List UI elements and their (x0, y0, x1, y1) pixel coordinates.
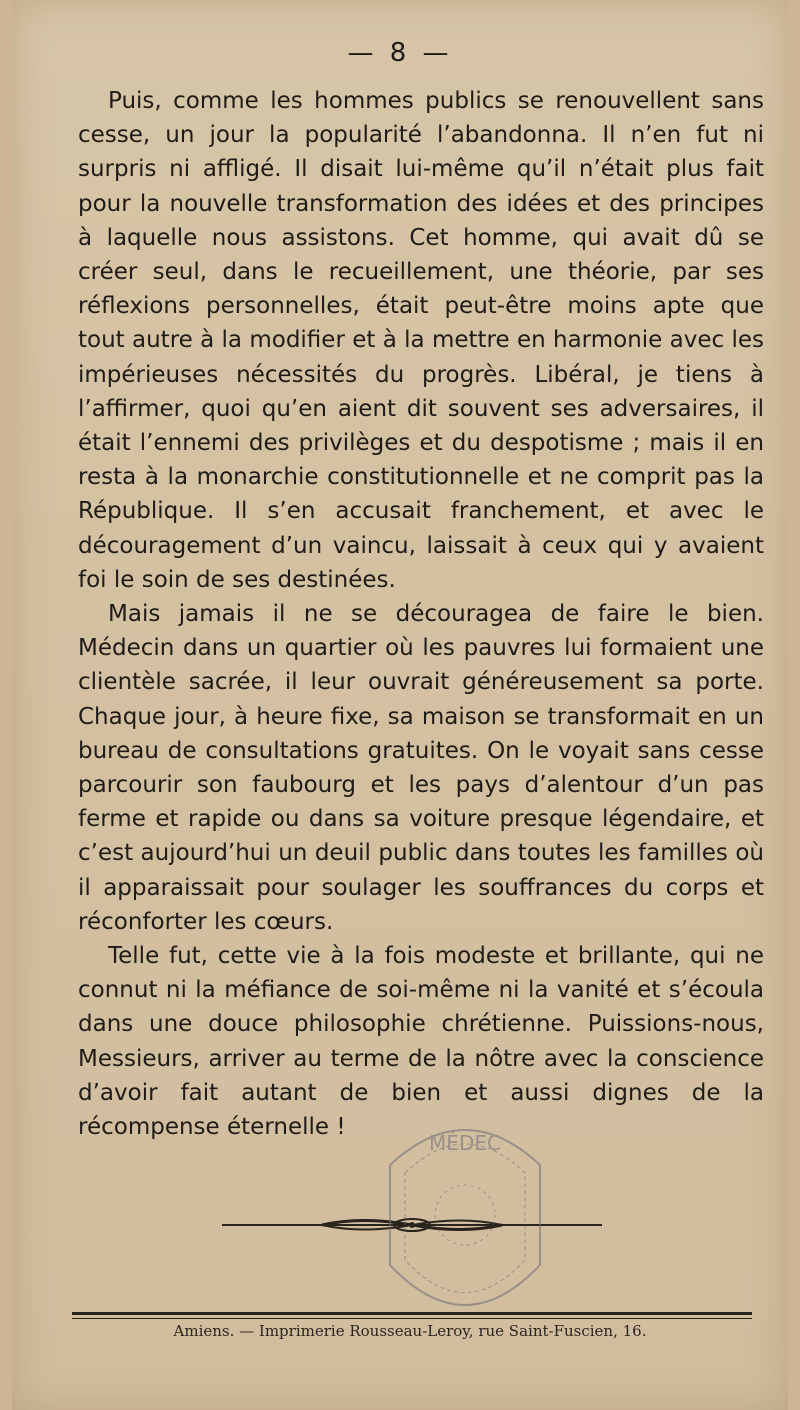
footer-rule (72, 1312, 752, 1315)
paragraph-2: Mais jamais il ne se découragea de faire le bien. Médecin dans un quartier où les pauvres lui formaient une clientèle sacrée, il leur ouvrait généreusement sa porte. Chaque jour, à heure fixe, sa maison se transformait en un bureau de consultations gratuites. On le voyait sans cesse parcourir son faubourg et les pays d’alentour d’un pas ferme et rapide ou dans sa voiture presque légendaire, et c’est aujourd’hui un deuil public dans toutes les familles où il apparaissait pour soulager les souffrances du corps et réconforter les cœurs. (78, 601, 764, 935)
library-stamp (370, 1105, 560, 1335)
page-number: — 8 — (347, 38, 453, 68)
paragraph-3: Telle fut, cette vie à la fois modeste et brillante, qui ne connut ni la méfiance de soi-même ni la vanité et s’écoula dans une douce philosophie chrétienne. Puissions-nous, Messieurs, arriver au terme de la nôtre avec la conscience d’avoir fait autant de bien et aussi dignes de la récompense éternelle ! (78, 943, 764, 1141)
printer-imprint: Amiens. — Imprimerie Rousseau-Leroy, rue Saint-Fuscien, 16. (173, 1322, 647, 1340)
body-text (78, 84, 764, 1144)
footer-rule-thin (72, 1318, 752, 1319)
stamp-text: MÉDEC (429, 1131, 501, 1155)
paragraph-1: Puis, comme les hommes publics se renouvellent sans cesse, un jour la popularité l’abandonna. Il n’en fut ni surpris ni affligé. Il disait lui-même qu’il n’était plus fait pour la nouvelle transformation des idées et des principes à laquelle nous assistons. Cet homme, qui avait dû se créer seul, dans le recueillement, une théorie, par ses réflexions personnelles, était peut-être moins apte que tout autre à la modifier et à la mettre en harmonie avec les impérieuses nécessités du progrès. Libéral, je tiens à l’affirmer, quoi qu’en aient dit souvent ses adversaires, il était l’ennemi des privilèges et du despotisme ; mais il en resta à la monarchie constitutionnelle et ne comprit pas la République. Il s’en accusait franchement, et avec le découragement d’un vaincu, laissait à ceux qui y avaient foi le soin de ses destinées. (78, 88, 764, 593)
